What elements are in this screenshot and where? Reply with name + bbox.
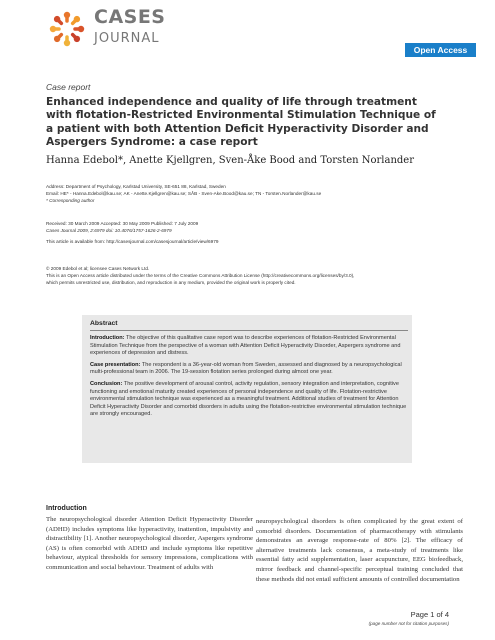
- license-line-2: which permits unrestricted use, distribution, and reproduction in any medium, provided the original work is properly cited.: [46, 280, 296, 285]
- abstract-intro-label: Introduction:: [90, 335, 125, 341]
- license-block: [46, 265, 466, 286]
- logo-figure-icon: [50, 26, 59, 32]
- publication-info: [46, 220, 466, 245]
- journal-logo: [46, 6, 176, 56]
- people-circle-logo-icon: [46, 8, 88, 50]
- article-title: Enhanced independence and quality of life through treatment with flotation-Restricted Environmental Stimulation Technique of a patient with both Attention Deficit Hyperactivity Disorder and Aspergers Syndrome: a case report: [46, 96, 436, 149]
- body-column-left: [46, 505, 253, 573]
- journal-name-line1: CASES: [94, 6, 166, 28]
- address: Address: Department of Psychology, Karlstad University, SE-651 88, Karlstad, Sweden: [46, 184, 226, 189]
- abstract-introduction: [90, 335, 408, 358]
- authors: Hanna Edebol*, Anette Kjellgren, Sven-Åke Bood and Torsten Norlander: [46, 155, 414, 166]
- logo-figure-icon: [64, 37, 70, 46]
- dates: Received: 30 March 2009 Accepted: 30 May 2009 Published: 7 July 2009: [46, 221, 199, 226]
- corresponding-author: * Corresponding author: [46, 198, 95, 203]
- abstract-conclusion-label: Conclusion:: [90, 380, 123, 387]
- logo-figure-icon: [73, 35, 80, 42]
- abstract-conclusion: [90, 381, 408, 419]
- page-number: Page 1 of 4: [410, 610, 449, 619]
- open-access-badge: Open Access: [405, 43, 476, 57]
- copyright: © 2009 Edebol et al; licensee Cases Network Ltd.: [46, 266, 150, 271]
- logo-figure-icon: [54, 35, 61, 42]
- abstract-box: [82, 315, 412, 463]
- introduction-text-left: The neuropsychological disorder Attention Deficit Hyperactivity Disorder (ADHD) includes symptoms like hyperactivity, inattention, impulsivity and distractibility [1]. Another neuropsychological disorder, Aspergers syndrome (AS) is often comorbid with ADHD and include symptoms like repetitive behaviour, atypical thresholds for sensory impressions, complications with communication and social behaviour. Treatment of adults with: [46, 516, 253, 571]
- introduction-heading: Introduction: [46, 505, 87, 512]
- logo-figure-icon: [64, 12, 70, 21]
- abstract-intro-text: The objective of this qualitative case report was to describe experiences of flotation-Restricted Environmental Stimulation Technique from the perspective of a woman with Attention Deficit Hyperactivity Disorder, Aspergers syndrome and experiences of depression and distress.: [90, 335, 401, 357]
- article-type: Case report: [46, 82, 91, 92]
- license-line-1: This is an Open Access article distributed under the terms of the Creative Commons Attribution License (http://creativecommons.org/licenses/by/3.0),: [46, 273, 355, 278]
- availability-link[interactable]: This article is available from: http://casesjournal.com/casesjournal/article/view/6979: [46, 239, 219, 244]
- logo-figure-icon: [73, 16, 80, 23]
- body-column-right: [256, 517, 463, 584]
- logo-figure-icon: [75, 26, 84, 32]
- journal-name-line2: JOURNAL: [94, 31, 160, 46]
- logo-figure-icon: [54, 16, 61, 23]
- abstract-conclusion-text: The positive development of arousal control, activity regulation, sensory integration and interpretation, cognitive functioning and emotional maturity created experiences of personal independence and quality of life. Flotation-restrictive environmental stimulation technique was experienced as a meaningful treatment. Additional studies of treatment for Attention Deficit Hyperactivity Disorder and comorbid disorders in adults using the flotation-restrictive environmental stimulation technique are strongly encouraged.: [90, 380, 407, 418]
- abstract-case-label: Case presentation:: [90, 361, 141, 368]
- abstract-case-text: The respondent is a 36-year-old woman from Sweden, assessed and diagnosed by a neuropsychological multi-professional team in 2006. The 19-session flotation series prolonged during almost one year.: [90, 361, 402, 376]
- abstract-divider: [90, 330, 408, 331]
- citation: Cases Journal 2009, 2:6979 doi: 10.4076/1757-1626-2-6979: [46, 228, 172, 233]
- page-number-note: (page number not for citation purposes): [368, 621, 449, 626]
- introduction-text-right: neuropsychological disorders is often complicated by the great extent of comorbid disorders. Documentation of pharmacotherapy with stimulants demonstrates an average response-rate of 80% [2]. The efficacy of alternative treatments lack consensus, a meta-study of treatments like essential fatty acid supplementation, laser acupuncture, EEG biofeedback, mirror feedback and channel-specific perceptual training concluded that these methods did not entail sufficient amounts of controlled documentation: [256, 518, 463, 583]
- abstract-case-presentation: [90, 362, 408, 377]
- emails: Email: HE* - Hanna.Edebol@kau.se; AK - Anette.Kjellgren@kau.se; SÅB - Sven-Ake.Bood@kau.se; TN - Torsten.Norlander@kau.se: [46, 191, 322, 196]
- affiliation-block: [46, 183, 466, 204]
- abstract-heading: Abstract: [90, 320, 118, 327]
